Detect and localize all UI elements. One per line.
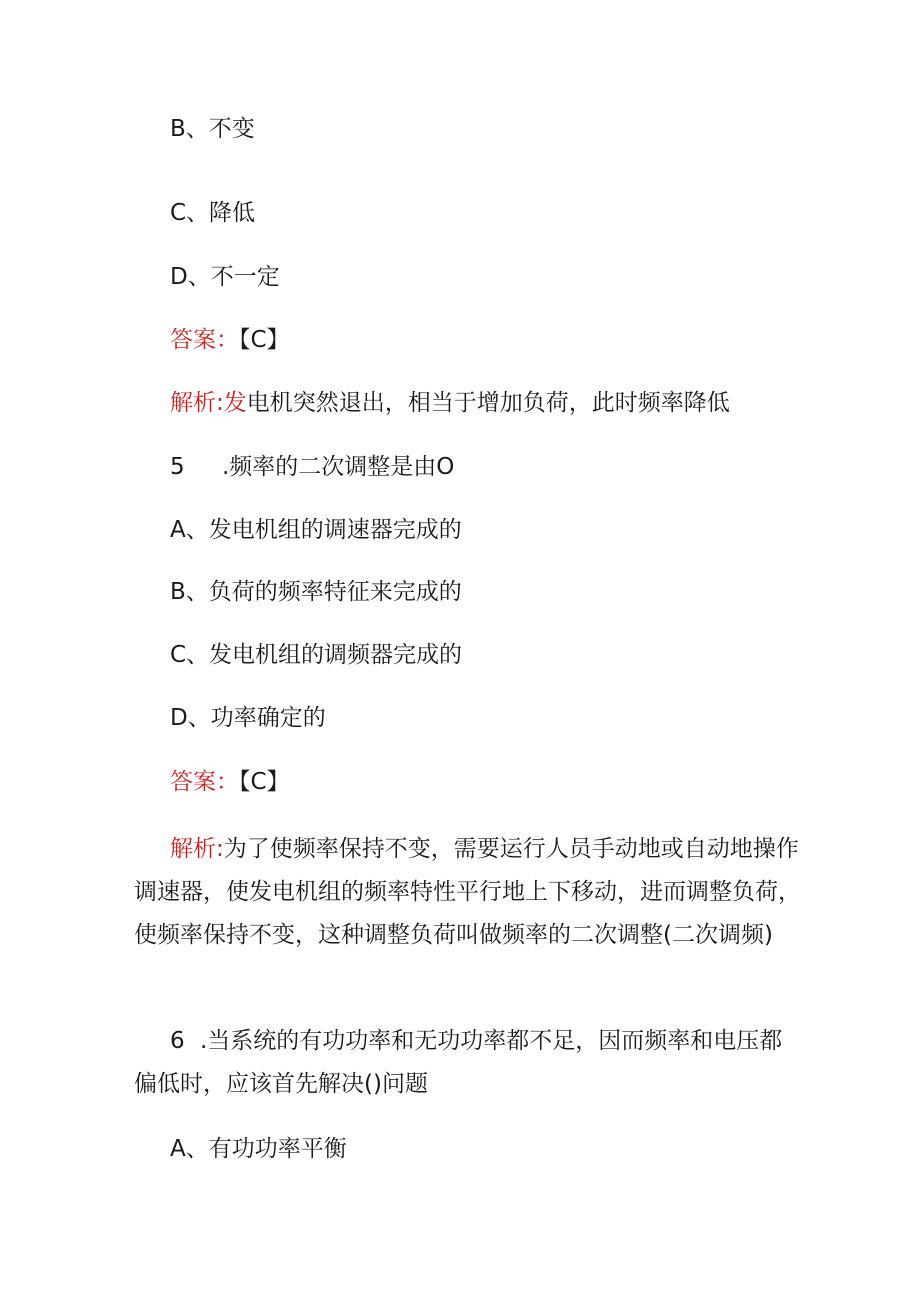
q5-option-b: B、负荷的频率特征来完成的 bbox=[170, 579, 462, 605]
q4-answer bbox=[170, 325, 290, 355]
q5-analysis-text: 为了使频率保持不变，需要运行人员手动地或自动地操作调速器，使发电机组的频率特性平行地上下移动，进而调整负荷，使频率保持不变，这种调整负荷叫做频率的二次调整(二次调频) bbox=[134, 836, 801, 948]
q6-option-a: A、有功功率平衡 bbox=[170, 1136, 347, 1162]
q5-option-d: D、功率确定的 bbox=[170, 705, 326, 731]
q5-analysis bbox=[134, 828, 804, 957]
q6-number: 6 bbox=[170, 1028, 185, 1054]
q5-stem-line bbox=[170, 452, 454, 482]
q4-analysis-text: 电机突然退出，相当于增加负荷，此时频率降低 bbox=[246, 390, 730, 416]
q5-answer-value: 【C】 bbox=[239, 769, 290, 795]
q4-analysis bbox=[170, 388, 730, 418]
q6-stem bbox=[134, 1020, 804, 1106]
q5-number: 5 bbox=[170, 454, 185, 480]
q4-answer-label: 答案： bbox=[170, 327, 239, 353]
q5-stem: .频率的二次调整是由O bbox=[222, 454, 455, 480]
q4-answer-value: 【C】 bbox=[239, 327, 290, 353]
q5-analysis-label: 解析: bbox=[170, 836, 224, 862]
q5-option-a: A、发电机组的调速器完成的 bbox=[170, 517, 462, 543]
q5-option-c: C、发电机组的调频器完成的 bbox=[170, 642, 463, 668]
q4-option-d: D、不一定 bbox=[170, 264, 280, 290]
q4-option-c: C、降低 bbox=[170, 200, 256, 226]
q6-stem-text: .当系统的有功功率和无功功率都不足，因而频率和电压都偏低时，应该首先解决()问题 bbox=[134, 1028, 783, 1097]
q5-answer bbox=[170, 767, 290, 797]
q5-answer-label: 答案： bbox=[170, 769, 239, 795]
q4-option-b: B、不变 bbox=[170, 116, 255, 142]
q4-analysis-label: 解析:发 bbox=[170, 390, 247, 416]
